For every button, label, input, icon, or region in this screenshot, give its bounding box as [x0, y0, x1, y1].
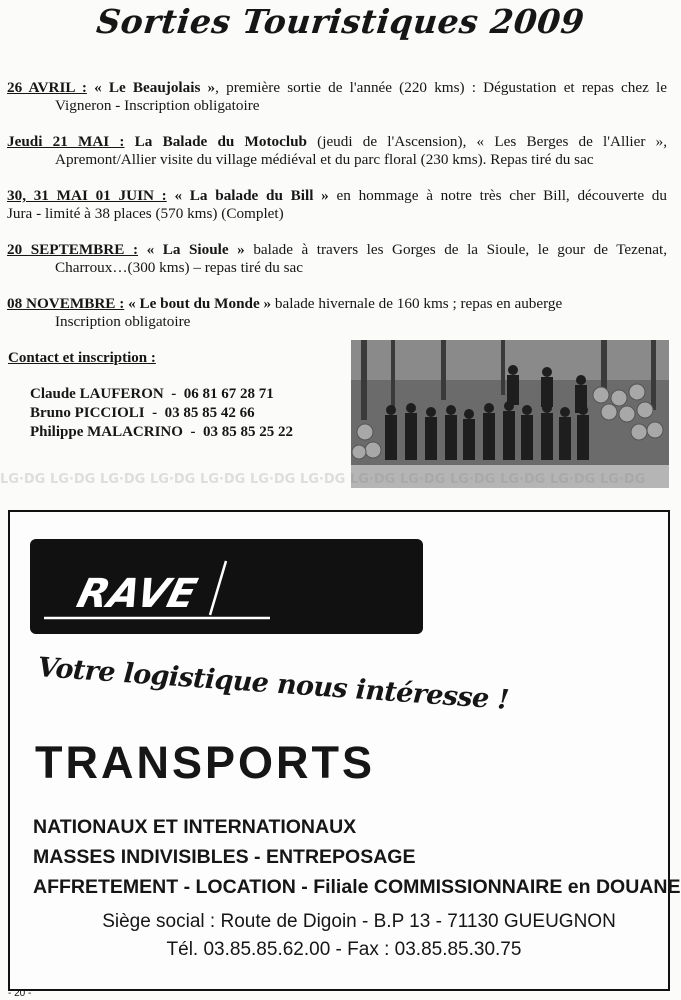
event-description-continued: Charroux…(300 kms) – repas tiré du sac: [55, 259, 303, 276]
contact-list: [30, 385, 293, 442]
page-number: - 20 -: [8, 988, 32, 999]
ad-address-block: [10, 908, 668, 964]
event-date: 30, 31 MAI 01 JUIN :: [7, 187, 167, 204]
event-description-continued: Apremont/Allier visite du village médiéval et du parc floral (230 kms). Repas tiré du sac: [55, 151, 594, 168]
contact-entry: Bruno PICCIOLI - 03 85 85 42 66: [30, 405, 255, 421]
event-description: en hommage à notre très cher Bill, découverte du: [328, 187, 667, 204]
ad-address: Siège social : Route de Digoin - B.P 13 - 71130 GUEUGNON: [102, 911, 616, 932]
group-photo: [351, 340, 669, 488]
event-name: « Le Beaujolais »: [94, 79, 216, 96]
rave-logo-mark: [30, 539, 423, 634]
event-date: 20 SEPTEMBRE :: [7, 241, 139, 258]
contact-name: Claude LAUFERON: [30, 386, 164, 402]
service-line: MASSES INDIVISIBLES - ENTREPOSAGE: [33, 846, 416, 868]
event-description-continued: Jura - limité à 38 places (570 kms) (Complet): [7, 205, 284, 222]
event-description: (jeudi de l'Ascension), « Les Berges de l'Allier »,: [306, 133, 668, 150]
ad-headline: TRANSPORTS: [35, 737, 376, 788]
event-date: 08 NOVEMBRE :: [7, 295, 125, 312]
event-description: balade hivernale de 160 kms ; repas en auberge: [271, 295, 563, 312]
contact-heading: Contact et inscription :: [8, 350, 156, 366]
contact-name: Bruno PICCIOLI: [30, 405, 145, 421]
event-item: [7, 187, 667, 223]
event-name: « Le bout du Monde »: [128, 295, 272, 312]
event-item: [7, 241, 667, 277]
contact-entry: Philippe MALACRINO - 03 85 85 25 22: [30, 424, 293, 440]
event-name: La Balade du Motoclub: [134, 133, 307, 150]
watermark-strip: LG·DG LG·DG LG·DG LG·DG LG·DG LG·DG LG·DG LG·DG LG·DG LG·DG LG·DG LG·DG LG·DG: [0, 472, 646, 487]
contact-entry: Claude LAUFERON - 06 81 67 28 71: [30, 386, 274, 402]
event-description-continued: Inscription obligatoire: [55, 313, 191, 330]
group-photo-illustration: [351, 340, 669, 488]
contact-name: Philippe MALACRINO: [30, 424, 183, 440]
page-title: Sorties Touristiques 2009: [94, 2, 587, 41]
service-line: AFFRETEMENT - LOCATION - Filiale COMMISSIONNAIRE en DOUANE: [33, 876, 681, 898]
event-name: « La balade du Bill »: [174, 187, 329, 204]
event-description: , première sortie de l'année (220 kms) : Dégustation et repas chez le: [215, 79, 667, 96]
contact-phone: 06 81 67 28 71: [183, 386, 274, 402]
event-item: [7, 79, 667, 115]
event-description: balade à travers les Gorges de la Sioule, le gour de Tezenat,: [244, 241, 667, 258]
event-date: 26 AVRIL :: [7, 79, 87, 96]
rave-brand-text: RAVE: [72, 569, 202, 617]
advertisement: [8, 510, 681, 991]
event-item: [7, 295, 667, 331]
ad-phones: Tél. 03.85.85.62.00 - Fax : 03.85.85.30.75: [166, 939, 522, 960]
ad-slogan: Votre logistique nous intéresse !: [36, 652, 510, 716]
event-item: [7, 133, 667, 169]
rave-logo: [30, 539, 423, 634]
contact-phone: 03 85 85 25 22: [202, 424, 293, 440]
event-name: « La Sioule »: [146, 241, 245, 258]
service-line: NATIONAUX ET INTERNATIONAUX: [33, 816, 357, 838]
ad-services: [33, 812, 680, 902]
event-description-continued: Vigneron - Inscription obligatoire: [55, 97, 260, 114]
event-date: Jeudi 21 MAI :: [7, 133, 125, 150]
contact-phone: 03 85 85 42 66: [164, 405, 255, 421]
